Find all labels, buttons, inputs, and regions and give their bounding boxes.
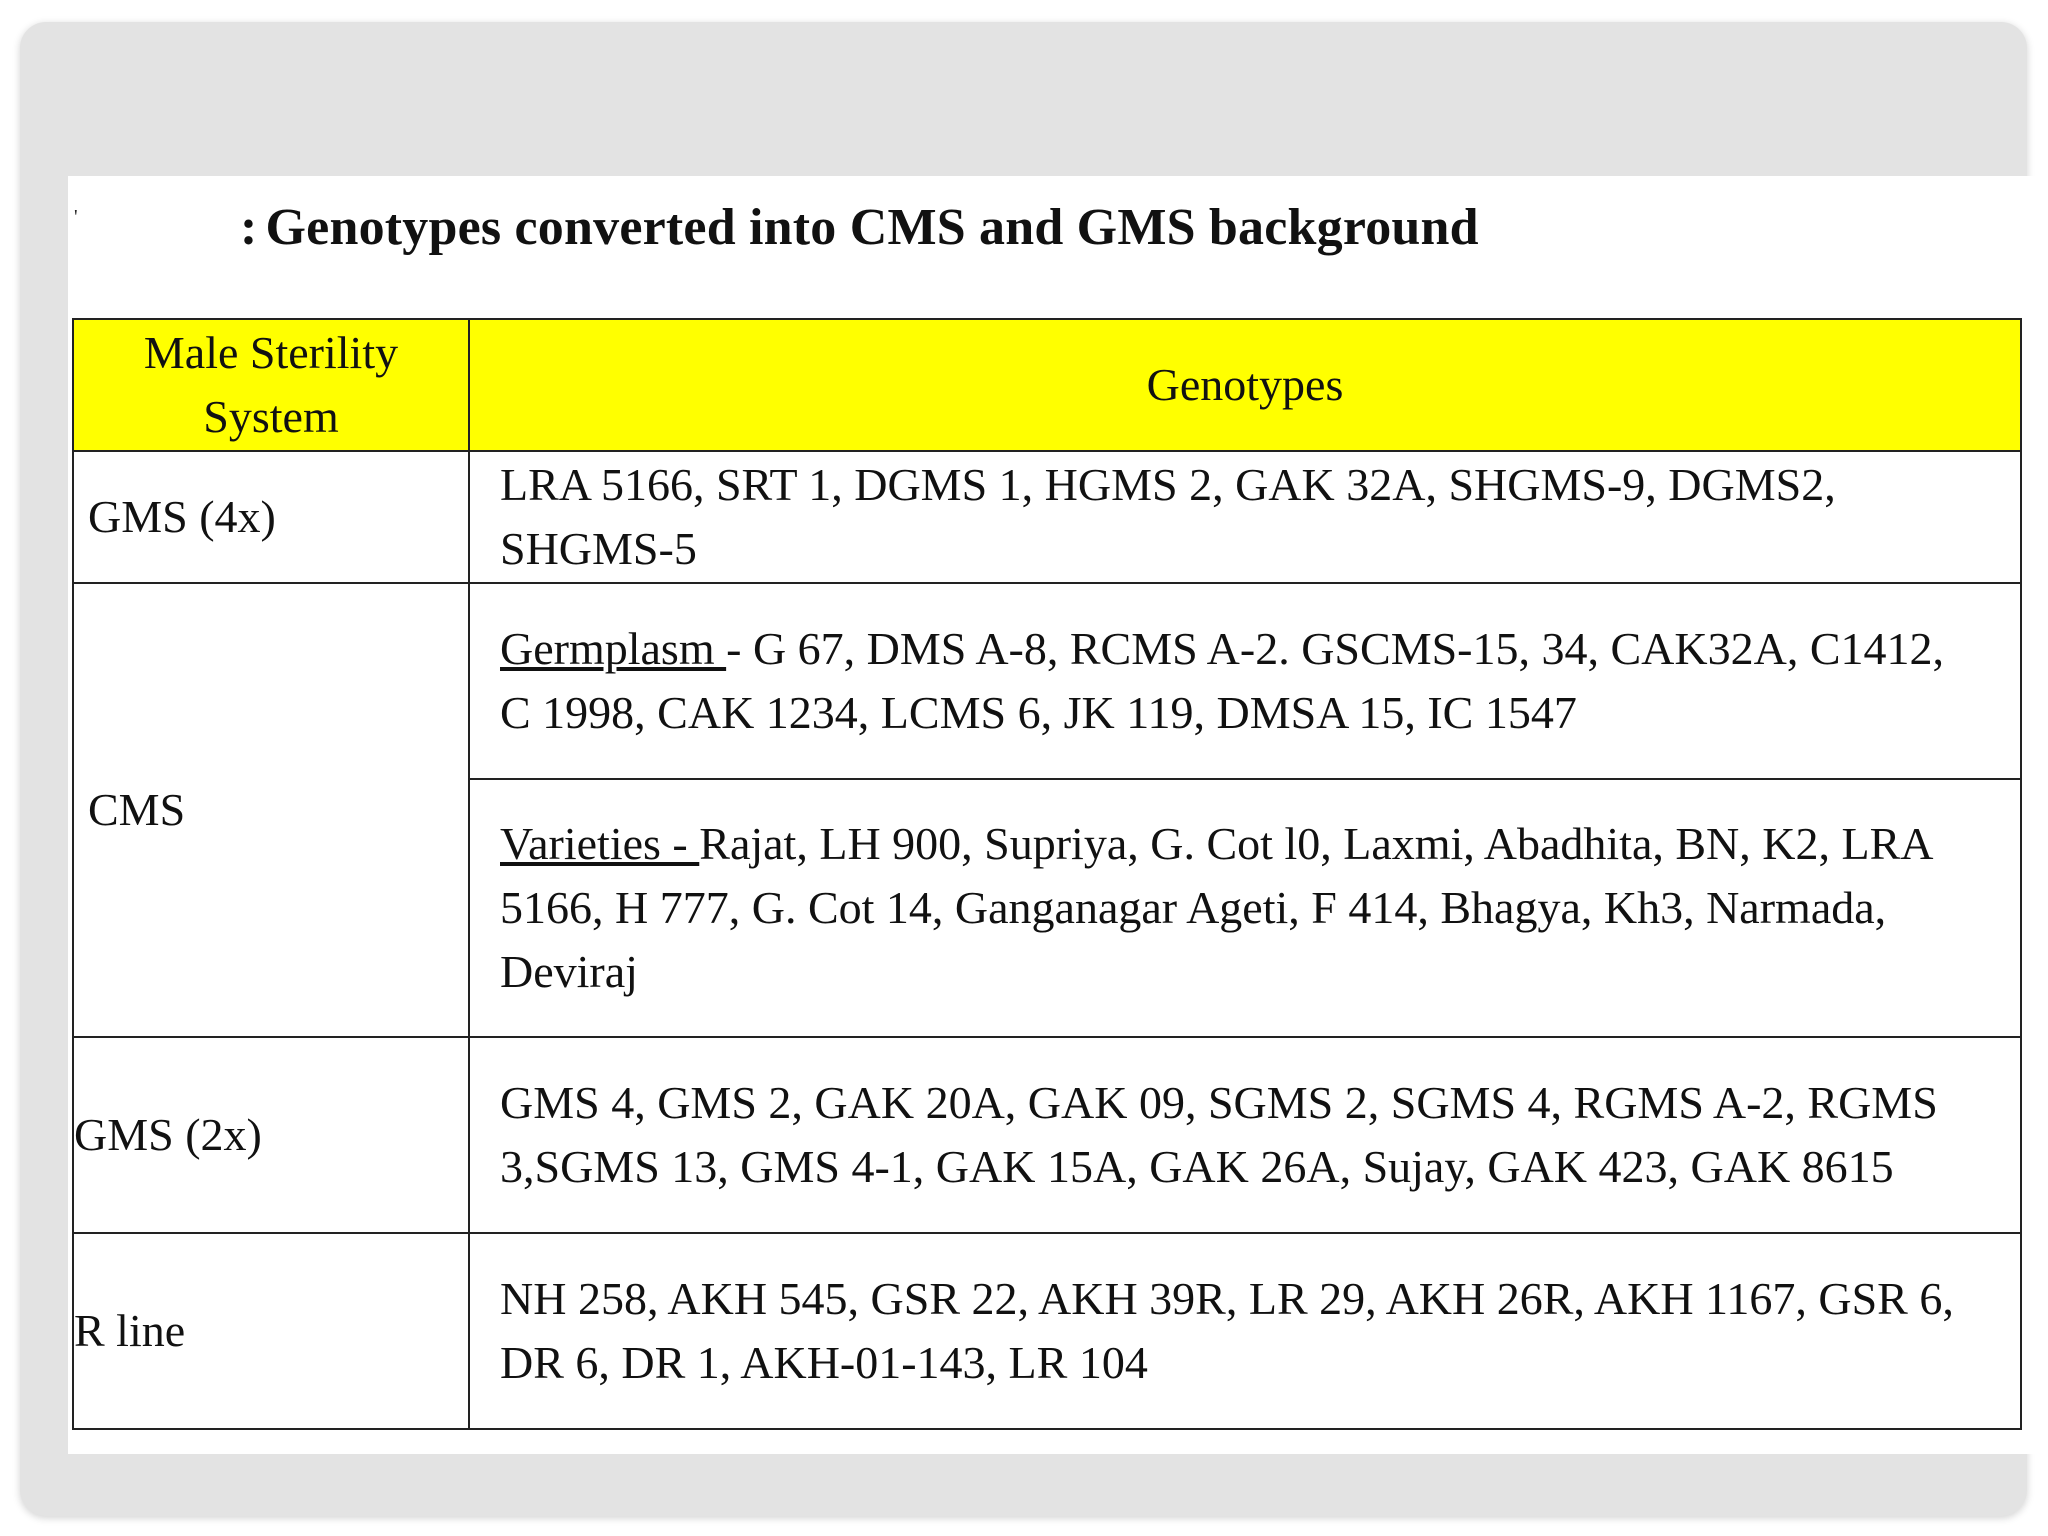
slide-content	[68, 176, 2035, 1454]
genotypes-table	[72, 318, 2022, 1430]
germplasm-text-2: C 1998, CAK 1234, LCMS 6, JK 119, DMSA 15, IC 1547	[500, 687, 1577, 738]
row-system: R line	[73, 1233, 469, 1429]
germplasm-text: - G 67, DMS A-8, RCMS A-2. GSCMS-15, 34, CAK32A, C1412,	[726, 623, 1945, 674]
row-genotypes-varieties	[469, 779, 2021, 1037]
table-row	[73, 451, 2021, 583]
rline-text-2: DR 6, DR 1, AKH-01-143, LR 104	[500, 1337, 1148, 1388]
row-genotypes: GMS 4, GMS 2, GAK 20A, GAK 09, SGMS 2, SGMS 4, RGMS A-2, RGMS 3,SGMS 13, GMS 4-1, GAK 15A, GAK 26A, Sujay, GAK 423, GAK 8615	[469, 1037, 2021, 1233]
table-row	[73, 1037, 2021, 1233]
row-genotypes: LRA 5166, SRT 1, DGMS 1, HGMS 2, GAK 32A, SHGMS-9, DGMS2, SHGMS-5	[469, 451, 2021, 583]
germplasm-label: Germplasm	[500, 623, 727, 674]
row-system: GMS (2x)	[73, 1037, 469, 1233]
table-row	[73, 1233, 2021, 1429]
caption-prefix: :	[240, 199, 258, 256]
row-genotypes-germplasm	[469, 583, 2021, 779]
row-system: CMS	[73, 583, 469, 1037]
table-row	[73, 583, 2021, 779]
header-system: Male Sterility System	[73, 319, 469, 451]
varieties-text-2: 5166, H 777, G. Cot 14, Ganganagar Ageti, F 414, Bhagya, Kh3, Narmada, Deviraj	[500, 882, 1887, 997]
row-genotypes-rline	[469, 1233, 2021, 1429]
caption-mark: '	[74, 206, 78, 228]
row-system: GMS (4x)	[73, 451, 469, 583]
rline-text: NH 258, AKH 545, GSR 22, AKH 39R, LR 29, AKH 26R, AKH 1167, GSR 6,	[500, 1273, 1954, 1324]
table-caption	[240, 198, 1479, 257]
varieties-text: Rajat, LH 900, Supriya, G. Cot l0, Laxmi, Abadhita, BN, K2, LRA	[699, 818, 1934, 869]
header-genotypes: Genotypes	[469, 319, 2021, 451]
slide-frame	[20, 22, 2027, 1516]
table-header-row	[73, 319, 2021, 451]
caption-text: Genotypes converted into CMS and GMS background	[265, 199, 1479, 256]
varieties-label: Varieties -	[500, 818, 700, 869]
